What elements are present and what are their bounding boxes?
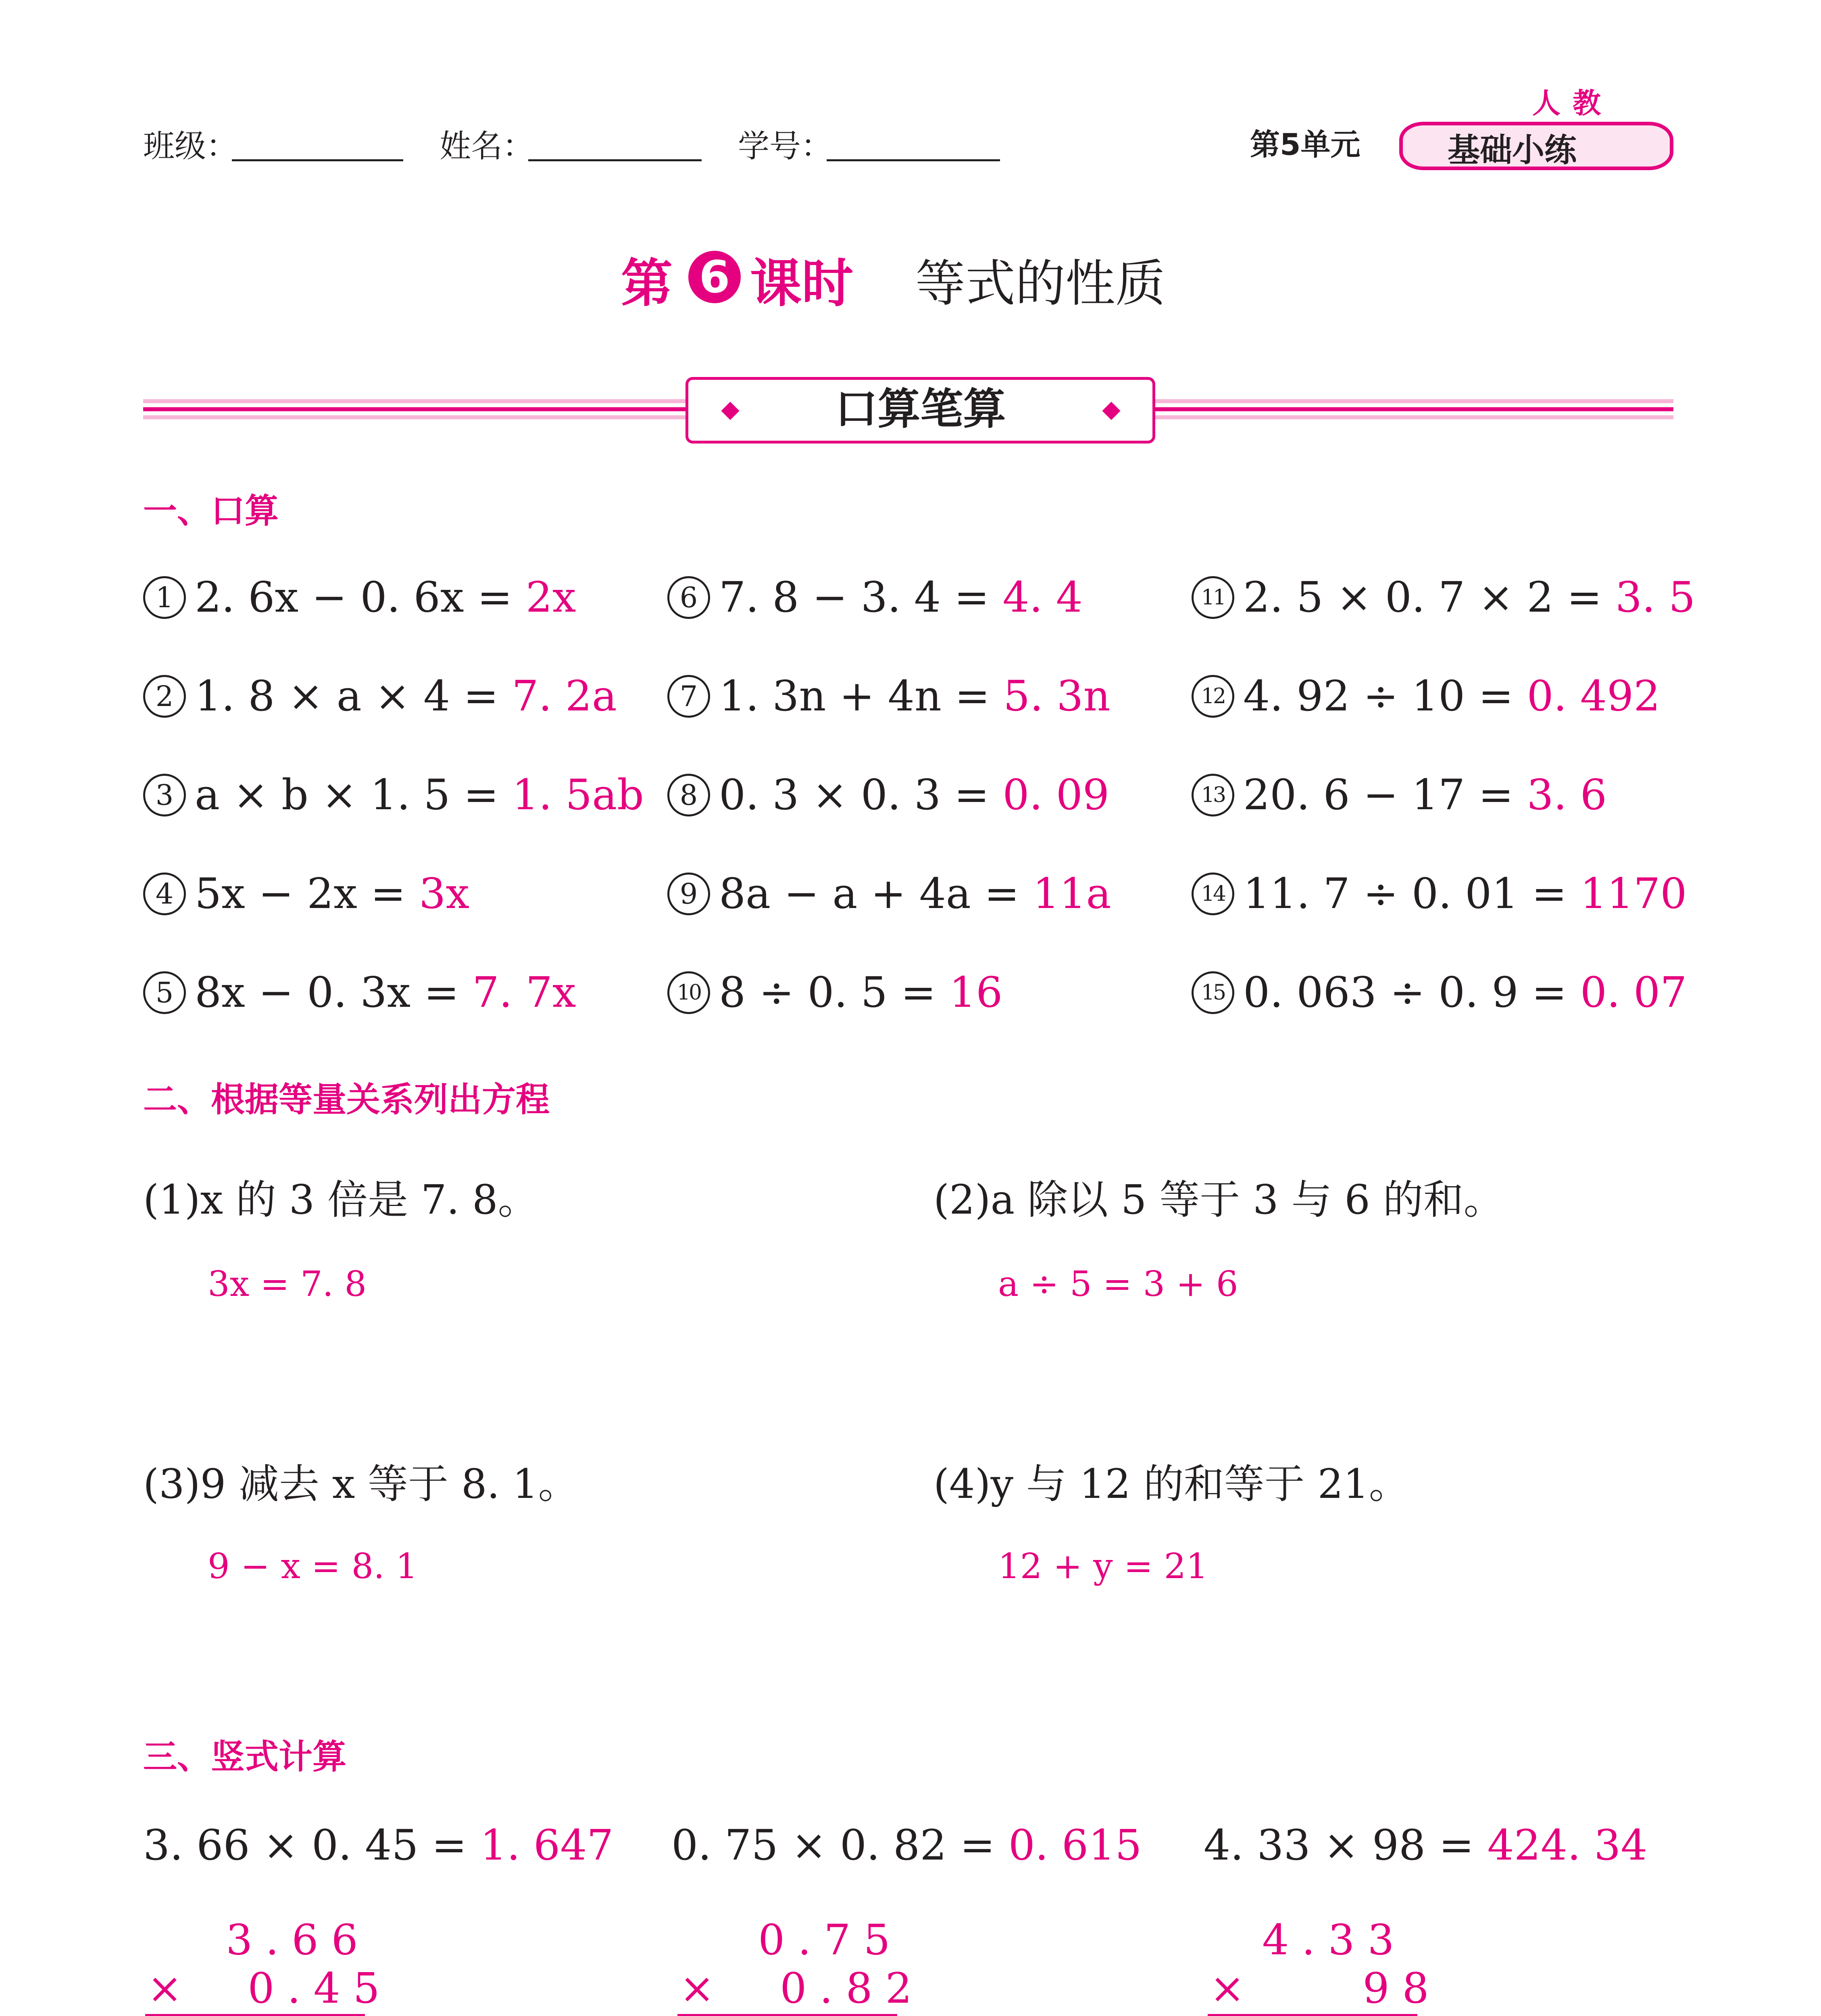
calc-line: × 0.82 <box>679 1964 925 2013</box>
item-number: 10 <box>667 971 710 1014</box>
item-question: 8 ÷ 0. 5 = <box>719 968 950 1017</box>
lesson-number-badge: 6 <box>688 251 741 303</box>
item-number: 8 <box>667 774 710 816</box>
calc-rule <box>145 2014 365 2016</box>
item-question: 8a − a + 4a = <box>719 869 1033 918</box>
item-number: 3 <box>143 774 186 816</box>
mental-math-item <box>667 671 1111 721</box>
mental-math-item <box>143 573 576 622</box>
calc-expression: 4. 33 × 98 = <box>1204 1820 1488 1870</box>
section2-heading: 二、根据等量关系列出方程 <box>143 1080 550 1119</box>
name-label: 姓名： <box>440 128 534 165</box>
item-answer: 0. 492 <box>1527 671 1661 721</box>
mental-math-item <box>143 869 469 918</box>
item-question: 20. 6 − 17 = <box>1243 770 1527 819</box>
banner-stripe-right-top <box>1155 399 1673 403</box>
mental-math-item <box>667 573 1083 622</box>
mental-math-item <box>1192 968 1687 1017</box>
mental-math-item <box>1192 671 1660 721</box>
equation-question: (4)y 与 12 的和等于 21。 <box>933 1460 1409 1508</box>
calc-line: × 0.45 <box>147 1964 393 2013</box>
equation-question: (3)9 减去 x 等于 8. 1。 <box>143 1460 579 1508</box>
student-id-blank[interactable] <box>827 159 1000 161</box>
section-banner-title: 口算笔算 <box>835 384 1006 434</box>
item-number: 12 <box>1192 675 1234 718</box>
unit-label: 第5单元 <box>1250 127 1361 162</box>
class-label: 班级： <box>143 128 238 165</box>
banner-stripe-right-mid <box>1155 407 1673 411</box>
mental-math-item <box>143 968 576 1017</box>
section3-heading: 三、竖式计算 <box>143 1737 347 1776</box>
item-question: 1. 8 × a × 4 = <box>195 671 512 721</box>
calc-line: 3.66 <box>147 1915 371 1964</box>
name-blank[interactable] <box>528 159 702 161</box>
item-question: 5x − 2x = <box>195 869 419 918</box>
calc-answer: 424. 34 <box>1487 1820 1648 1870</box>
item-answer: 3. 6 <box>1527 770 1607 819</box>
banner-stripe-left-bottom <box>143 415 685 419</box>
item-question: 2. 5 × 0. 7 × 2 = <box>1243 573 1615 622</box>
vertical-calc-question <box>1204 1820 1647 1870</box>
item-number: 14 <box>1192 873 1234 915</box>
mental-math-item <box>1192 770 1607 820</box>
calc-line: × 98 <box>1210 1964 1442 2013</box>
calc-expression: 0. 75 × 0. 82 = <box>671 1820 1008 1870</box>
item-answer: 0. 07 <box>1580 968 1687 1017</box>
item-question: 11. 7 ÷ 0. 01 = <box>1243 869 1580 918</box>
item-number: 2 <box>143 675 186 718</box>
equation-answer: 3x = 7. 8 <box>208 1264 367 1304</box>
item-answer: 5. 3n <box>1003 671 1111 721</box>
series-title: 基础小练 <box>1448 131 1577 169</box>
item-question: 0. 063 ÷ 0. 9 = <box>1243 968 1580 1017</box>
item-number: 13 <box>1192 774 1234 816</box>
item-number: 7 <box>667 675 710 718</box>
equation-answer: a ÷ 5 = 3 + 6 <box>998 1264 1238 1304</box>
item-answer: 11a <box>1033 869 1111 918</box>
mental-math-item <box>1192 573 1695 622</box>
vertical-calc-question <box>143 1820 614 1870</box>
item-number: 15 <box>1192 971 1234 1014</box>
item-question: 4. 92 ÷ 10 = <box>1243 671 1527 721</box>
item-number: 5 <box>143 971 186 1014</box>
section1-heading: 一、口算 <box>143 491 279 531</box>
item-question: 7. 8 − 3. 4 = <box>719 573 1003 622</box>
item-answer: 1170 <box>1580 869 1687 918</box>
item-answer: 7. 7x <box>472 968 576 1017</box>
student-id-label: 学号： <box>738 128 833 165</box>
mental-math-item <box>667 968 1002 1017</box>
equation-answer: 12 + y = 21 <box>998 1546 1208 1587</box>
mental-math-item <box>667 770 1109 820</box>
item-answer: 1. 5ab <box>512 770 644 819</box>
vertical-calc-question <box>671 1820 1142 1870</box>
calc-rule <box>1208 2014 1417 2016</box>
mental-math-item <box>143 770 644 820</box>
banner-stripe-right-bottom <box>1155 415 1673 419</box>
equation-question: (2)a 除以 5 等于 3 与 6 的和。 <box>933 1176 1504 1223</box>
calc-answer: 0. 615 <box>1008 1820 1142 1870</box>
brand-label: 人教 <box>1532 87 1613 120</box>
banner-stripe-left-mid <box>143 407 685 411</box>
item-number: 1 <box>143 576 186 619</box>
item-answer: 4. 4 <box>1002 573 1083 622</box>
item-number: 11 <box>1192 576 1234 619</box>
item-answer: 3. 5 <box>1615 573 1696 622</box>
lesson-ordinal-suffix: 课时 <box>750 254 854 314</box>
equation-answer: 9 − x = 8. 1 <box>208 1546 418 1587</box>
mental-math-item <box>667 869 1111 918</box>
item-answer: 3x <box>419 869 469 918</box>
item-answer: 7. 2a <box>512 671 617 721</box>
item-answer: 0. 09 <box>1002 770 1110 819</box>
item-question: 2. 6x − 0. 6x = <box>195 573 526 622</box>
mental-math-item <box>1192 869 1687 918</box>
item-number: 6 <box>667 576 710 619</box>
class-blank[interactable] <box>232 159 403 161</box>
calc-rule <box>677 2014 897 2016</box>
item-question: 1. 3n + 4n = <box>719 671 1004 721</box>
item-answer: 2x <box>525 573 576 622</box>
lesson-ordinal-prefix: 第 <box>621 254 673 314</box>
calc-line: 0.75 <box>679 1915 903 1964</box>
equation-question: (1)x 的 3 倍是 7. 8。 <box>143 1176 538 1223</box>
item-question: 8x − 0. 3x = <box>195 968 473 1017</box>
mental-math-item <box>143 671 617 721</box>
item-number: 4 <box>143 873 186 915</box>
item-question: a × b × 1. 5 = <box>195 770 512 819</box>
item-question: 0. 3 × 0. 3 = <box>719 770 1003 819</box>
banner-stripe-left-top <box>143 399 685 403</box>
calc-line: 4.33 <box>1210 1915 1407 1964</box>
calc-expression: 3. 66 × 0. 45 = <box>143 1820 480 1870</box>
item-answer: 16 <box>949 968 1003 1017</box>
calc-answer: 1. 647 <box>480 1820 614 1870</box>
item-number: 9 <box>667 873 710 915</box>
lesson-title: 等式的性质 <box>915 255 1166 313</box>
